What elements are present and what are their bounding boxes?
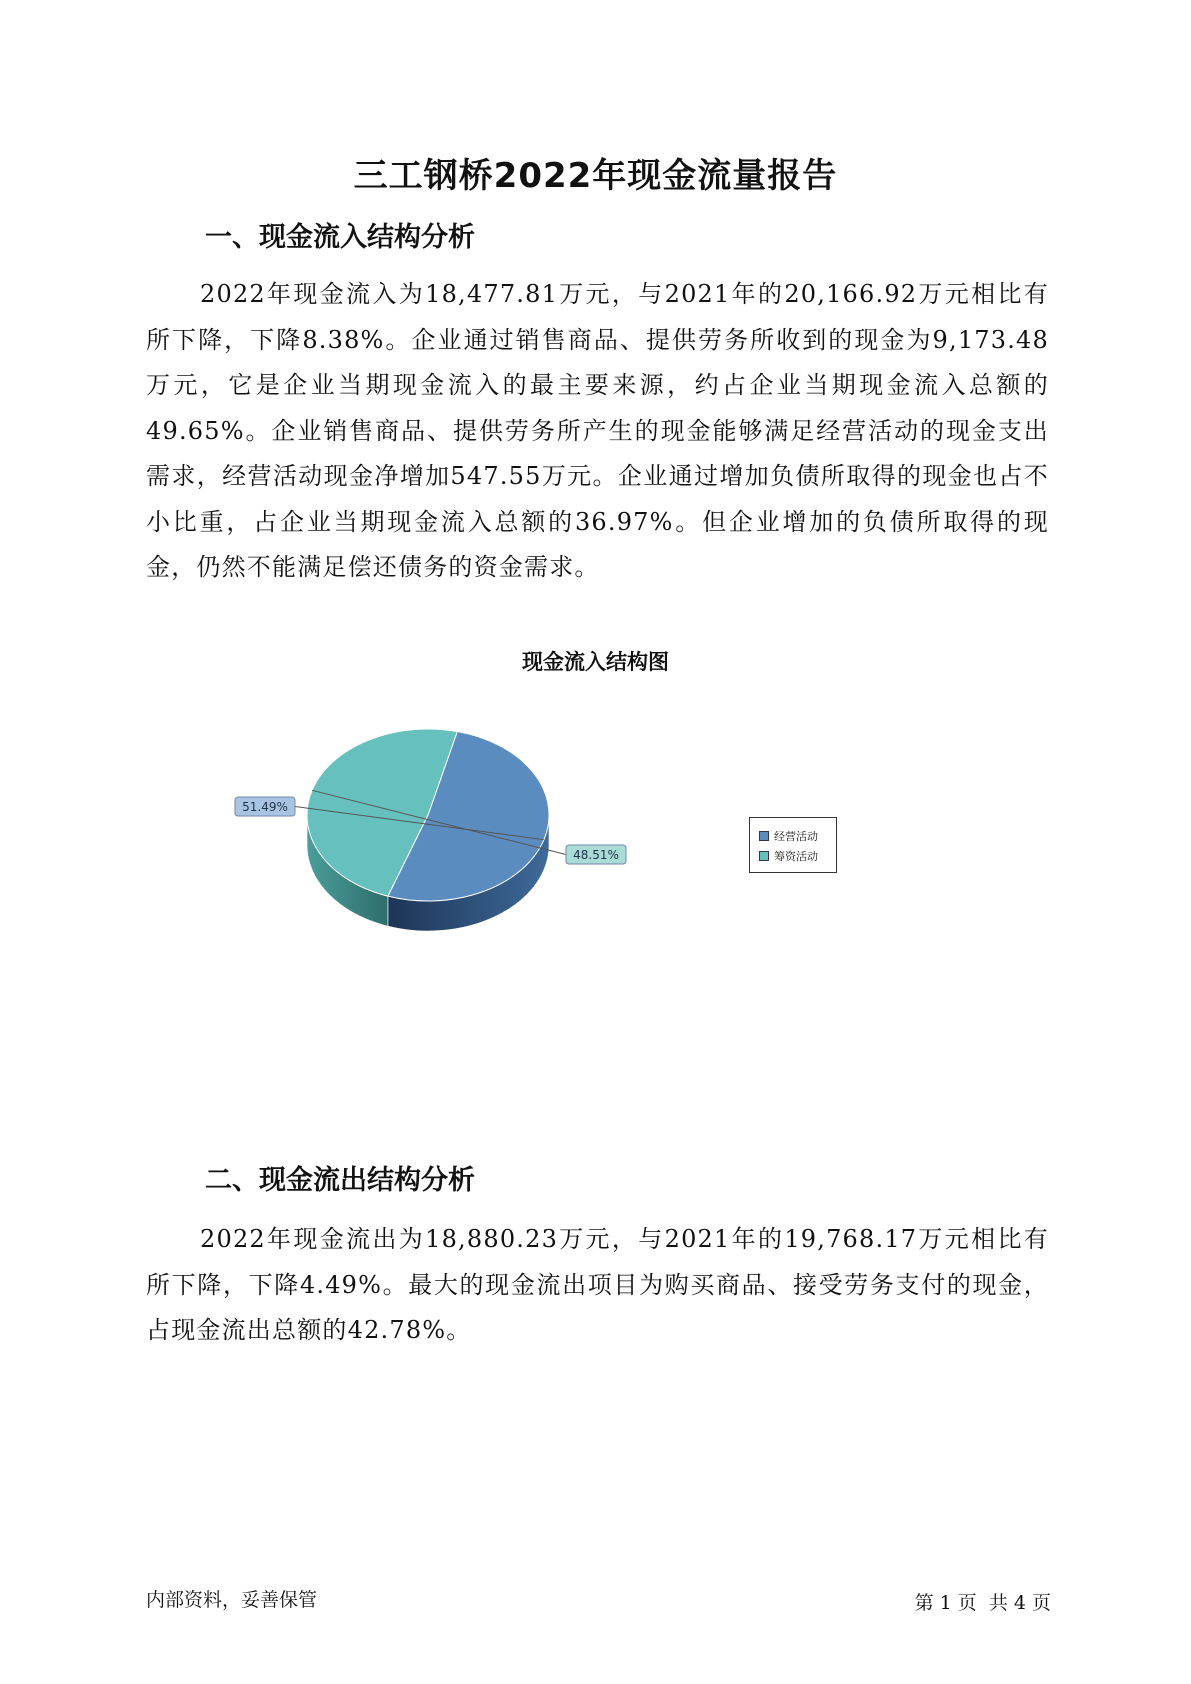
chart-title: 现金流入结构图 [522,650,669,674]
legend-label-financing: 筹资活动 [774,850,818,863]
legend-item-operating [759,828,818,844]
legend-item-financing [759,848,818,864]
pie-data-label-0: 51.49% [242,800,288,814]
legend-swatch-financing [759,851,769,861]
footer-page-number: 第 1 页 共 4 页 [914,1592,1051,1614]
section-heading-outflow: 二、现金流出结构分析 [205,1165,475,1196]
legend-swatch-operating [759,831,769,841]
pie-data-label-1: 48.51% [573,848,619,862]
inflow-paragraph: 2022年现金流入为18,477.81万元，与2021年的20,166.92万元相比有所下降，下降8.38%。企业通过销售商品、提供劳务所收到的现金为9,173.48万元，它是企业当期现金流入的最主要来源，约占企业当期现金流入总额的49.65%。企业销售商品、提供劳务所产生的现金能够满足经营活动的现金支出需求，经营活动现金净增加547.55万元。企业通过增加负债所取得的现金也占不小比重，占企业当期现金流入总额的36.97%。但企业增加的负债所取得的现金，仍然不能满足偿还债务的资金需求。 [146,280,1049,581]
page-title: 三工钢桥2022年现金流量报告 [353,156,838,196]
section-heading-inflow: 一、现金流入结构分析 [205,222,475,253]
outflow-paragraph: 2022年现金流出为18,880.23万元，与2021年的19,768.17万元相比有所下降，下降4.49%。最大的现金流出项目为购买商品、接受劳务支付的现金，占现金流出总额的42.78%。 [146,1225,1049,1344]
legend-label-operating: 经营活动 [774,830,818,843]
footer-confidential-note: 内部资料，妥善保管 [146,1589,318,1611]
chart-legend [749,817,837,873]
